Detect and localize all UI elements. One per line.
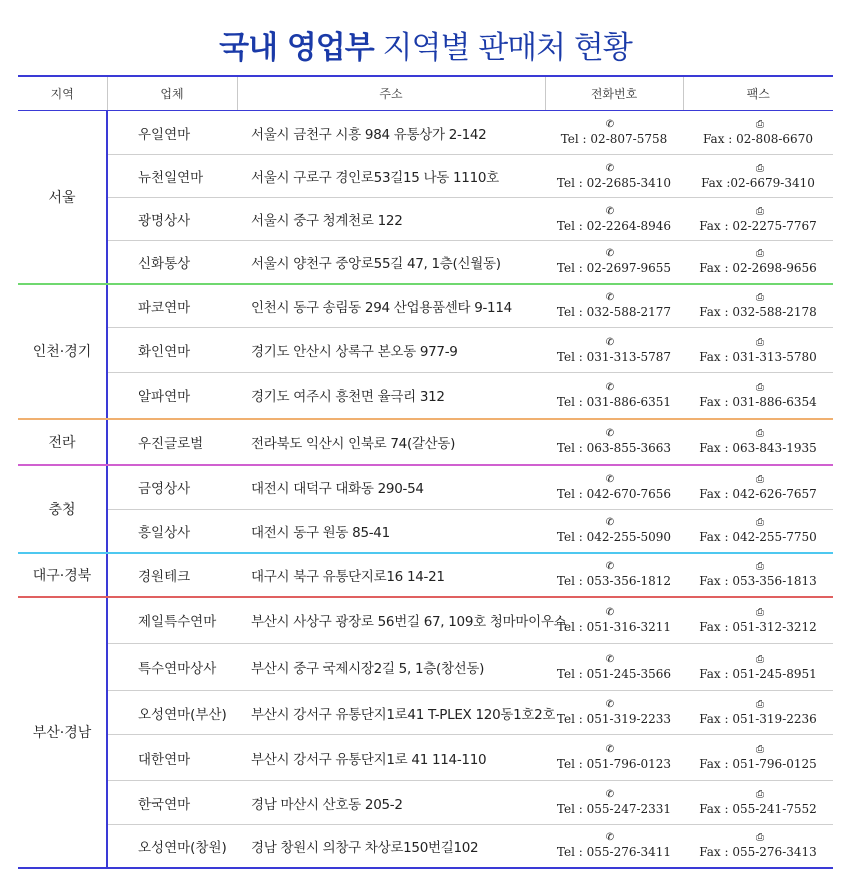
fax-cell [683,597,833,644]
phone-cell [545,111,683,155]
table-row [18,241,833,284]
table-row [18,373,833,419]
phone-cell [545,419,683,465]
phone-number: Tel : 051-245-3566 [556,666,672,681]
phone-icon: ✆ [605,606,615,618]
company-name: 뉴천일연마 [107,155,237,198]
region-cell: 서울 [18,111,107,284]
fax-number: Fax :02-6679-3410 [701,175,815,190]
fax-icon: ⎙ [756,561,764,572]
address: 서울시 중구 청계천로 122 [237,198,545,241]
page-title-light: 지역별 판매처 현황 [382,30,632,66]
fax-icon: ⎙ [756,653,764,665]
fax-number: Fax : 02-808-6670 [703,132,813,146]
phone-number: Tel : 02-807-5758 [560,132,668,146]
phone-number: Tel : 042-670-7656 [556,486,672,501]
address: 경기도 여주시 흥천면 율극리 312 [237,373,545,419]
fax-cell [683,328,833,373]
fax-icon: ⎙ [756,517,764,529]
table-row [18,644,833,691]
fax-icon: ⎙ [756,606,764,618]
phone-icon: ✆ [605,561,615,572]
company-name: 오성연마(창원) [107,825,237,868]
fax-icon: ⎙ [756,336,764,348]
table-row [18,597,833,644]
fax-cell [683,510,833,553]
dealer-table [18,75,833,869]
table-row [18,284,833,328]
address: 부산시 사상구 광장로 56번길 67, 109호 청마마이우스 [237,597,545,644]
fax-cell [683,825,833,868]
fax-number: Fax : 055-241-7552 [699,802,817,816]
header-fax: 팩스 [683,76,833,111]
page-title [0,22,851,67]
phone-cell [545,155,683,198]
fax-number: Fax : 02-2698-9656 [699,261,817,276]
fax-icon: ⎙ [756,381,764,393]
region-cell: 전라 [18,419,107,465]
company-name: 특수연마상사 [107,644,237,691]
phone-icon: ✆ [605,292,615,304]
phone-number: Tel : 031-313-5787 [556,349,672,364]
fax-cell [683,284,833,328]
phone-number: Tel : 051-796-0123 [556,757,672,771]
fax-icon: ⎙ [756,119,764,130]
phone-number: Tel : 02-2264-8946 [556,218,672,233]
fax-cell [683,155,833,198]
phone-number: Tel : 055-276-3411 [556,845,672,860]
address: 경기도 안산시 상록구 본오동 977-9 [237,328,545,373]
phone-cell [545,284,683,328]
fax-number: Fax : 051-312-3212 [699,619,817,634]
fax-number: Fax : 055-276-3413 [699,845,817,860]
address: 부산시 강서구 유통단지1로41 T-PLEX 120동1호2호 [237,691,545,735]
phone-cell [545,825,683,868]
phone-cell [545,328,683,373]
table-row [18,198,833,241]
address: 서울시 금천구 시흥 984 유통상가 2-142 [237,111,545,155]
phone-icon: ✆ [605,517,615,529]
phone-icon: ✆ [605,336,615,348]
address: 인천시 동구 송림동 294 산업용품센타 9-114 [237,284,545,328]
phone-cell [545,691,683,735]
phone-icon: ✆ [605,699,615,710]
phone-icon: ✆ [605,381,615,393]
address: 전라북도 익산시 인북로 74(갈산동) [237,419,545,465]
phone-number: Tel : 042-255-5090 [556,530,672,545]
fax-cell [683,735,833,781]
fax-cell [683,241,833,284]
company-name: 우진글로벌 [107,419,237,465]
phone-number: Tel : 02-2697-9655 [556,261,672,276]
company-name: 금영상사 [107,465,237,510]
table-row [18,825,833,868]
fax-cell [683,691,833,735]
header-address: 주소 [237,76,545,111]
phone-number: Tel : 053-356-1812 [556,574,672,588]
fax-icon: ⎙ [756,162,764,174]
phone-cell [545,198,683,241]
table-row [18,510,833,553]
phone-cell [545,597,683,644]
company-name: 광명상사 [107,198,237,241]
table-row [18,465,833,510]
company-name: 우일연마 [107,111,237,155]
address: 대전시 대덕구 대화동 290-54 [237,465,545,510]
fax-icon: ⎙ [756,428,764,439]
fax-number: Fax : 031-313-5780 [699,349,817,364]
fax-icon: ⎙ [756,292,764,304]
table-row [18,691,833,735]
phone-icon: ✆ [605,473,615,485]
phone-cell [545,241,683,284]
company-name: 대한연마 [107,735,237,781]
phone-icon: ✆ [605,205,615,217]
fax-number: Fax : 053-356-1813 [699,574,817,588]
fax-number: Fax : 051-796-0125 [699,757,817,771]
address: 경남 마산시 산호동 205-2 [237,781,545,825]
fax-cell [683,553,833,597]
fax-cell [683,465,833,510]
fax-number: Fax : 051-245-8951 [699,666,817,681]
phone-icon: ✆ [605,744,615,755]
phone-cell [545,510,683,553]
fax-cell [683,419,833,465]
phone-cell [545,373,683,419]
company-name: 경원테크 [107,553,237,597]
region-cell: 충청 [18,465,107,553]
table-row [18,781,833,825]
fax-number: Fax : 042-626-7657 [699,486,817,501]
company-name: 제일특수연마 [107,597,237,644]
phone-number: Tel : 031-886-6351 [556,394,672,409]
company-name: 알파연마 [107,373,237,419]
fax-icon: ⎙ [756,744,764,755]
header-phone: 전화번호 [545,76,683,111]
address: 서울시 구로구 경인로53길15 나동 1110호 [237,155,545,198]
table-body [18,111,833,868]
fax-icon: ⎙ [756,473,764,485]
address: 대전시 동구 원동 85-41 [237,510,545,553]
phone-icon: ✆ [605,119,615,130]
table-row [18,419,833,465]
phone-icon: ✆ [605,162,615,174]
company-name: 신화통상 [107,241,237,284]
fax-icon: ⎙ [756,832,764,844]
fax-icon: ⎙ [756,699,764,710]
fax-cell [683,373,833,419]
table-row [18,735,833,781]
phone-number: Tel : 032-588-2177 [556,305,672,320]
phone-number: Tel : 051-316-3211 [556,619,672,634]
fax-cell [683,111,833,155]
phone-icon: ✆ [605,248,615,260]
phone-number: Tel : 02-2685-3410 [556,175,672,190]
address: 부산시 중구 국제시장2길 5, 1층(창선동) [237,644,545,691]
company-name: 오성연마(부산) [107,691,237,735]
fax-icon: ⎙ [756,205,764,217]
region-cell: 대구·경북 [18,553,107,597]
phone-cell [545,781,683,825]
company-name: 화인연마 [107,328,237,373]
company-name: 파코연마 [107,284,237,328]
address: 부산시 강서구 유통단지1로 41 114-110 [237,735,545,781]
table-row [18,328,833,373]
table-row [18,553,833,597]
address: 대구시 북구 유통단지로16 14-21 [237,553,545,597]
fax-number: Fax : 032-588-2178 [699,305,817,320]
phone-icon: ✆ [605,789,615,800]
phone-cell [545,465,683,510]
company-name: 한국연마 [107,781,237,825]
fax-icon: ⎙ [756,789,764,800]
fax-icon: ⎙ [756,248,764,260]
phone-number: Tel : 063-855-3663 [556,441,672,455]
fax-number: Fax : 02-2275-7767 [699,218,817,233]
fax-cell [683,781,833,825]
region-cell: 부산·경남 [18,597,107,868]
fax-cell [683,198,833,241]
table-row [18,155,833,198]
table-header-row [18,76,833,111]
header-region: 지역 [18,76,107,111]
address: 경남 창원시 의창구 차상로150번길102 [237,825,545,868]
phone-number: Tel : 055-247-2331 [556,802,672,816]
phone-cell [545,553,683,597]
fax-number: Fax : 063-843-1935 [699,441,817,455]
fax-number: Fax : 042-255-7750 [699,530,817,545]
region-cell: 인천·경기 [18,284,107,419]
phone-cell [545,644,683,691]
header-company: 업체 [107,76,237,111]
phone-icon: ✆ [605,832,615,844]
table-row [18,111,833,155]
phone-number: Tel : 051-319-2233 [556,712,672,726]
address: 서울시 양천구 중앙로55길 47, 1층(신월동) [237,241,545,284]
fax-cell [683,644,833,691]
phone-icon: ✆ [605,428,615,439]
phone-icon: ✆ [605,653,615,665]
company-name: 흥일상사 [107,510,237,553]
page-title-bold: 국내 영업부 [219,30,374,66]
phone-cell [545,735,683,781]
fax-number: Fax : 031-886-6354 [699,394,817,409]
fax-number: Fax : 051-319-2236 [699,712,817,726]
